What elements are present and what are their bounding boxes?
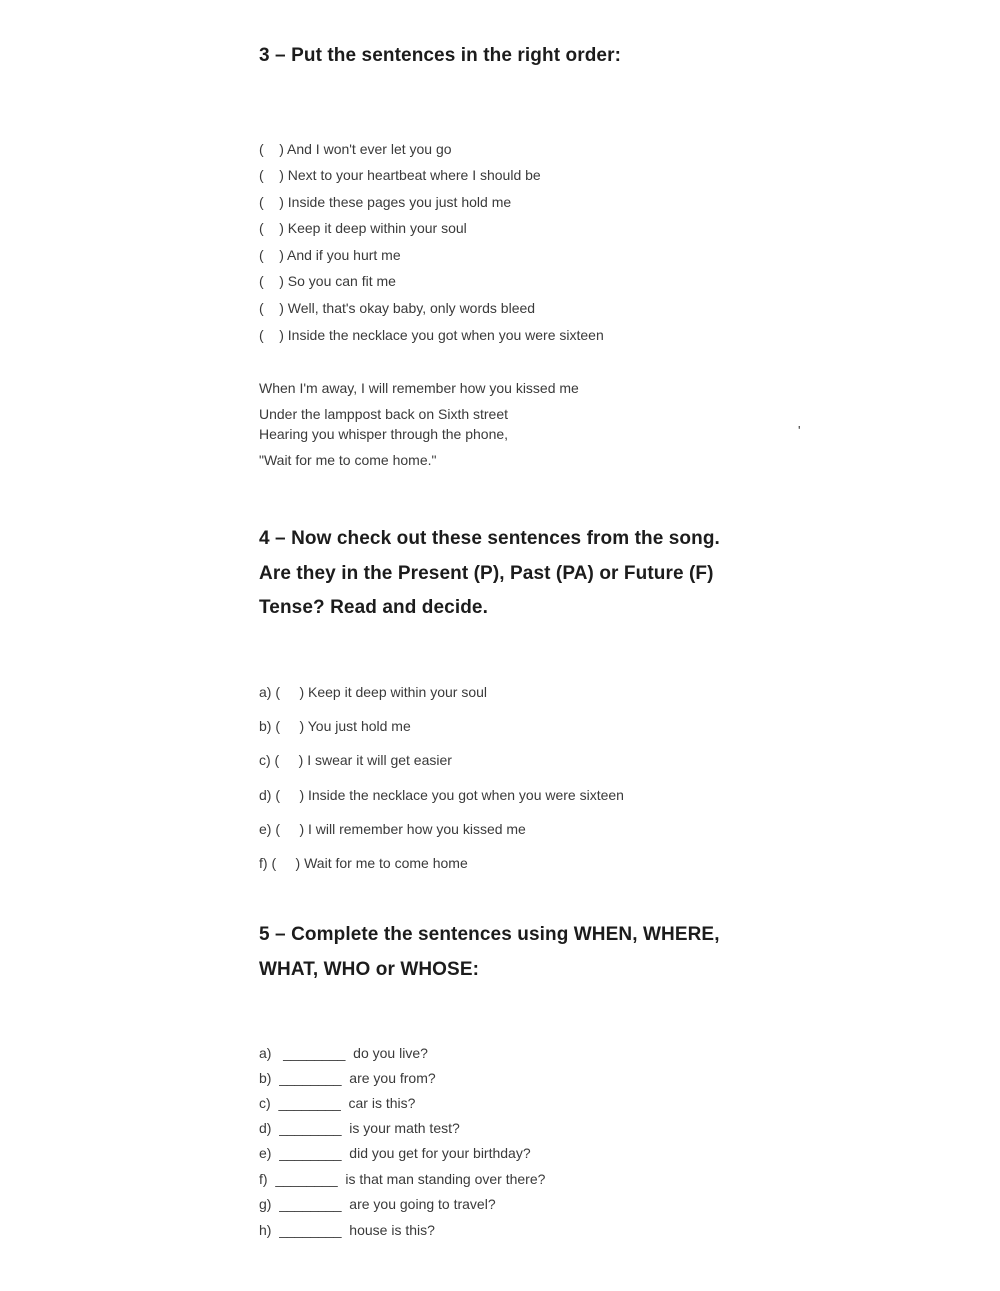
stray-mark: '	[798, 423, 801, 438]
order-line-2: ( ) Next to your heartbeat where I should be	[259, 167, 541, 183]
tense-item-f: f) ( ) Wait for me to come home	[259, 855, 468, 871]
section-5-title-line-1: 5 – Complete the sentences using WHEN, WHERE,	[259, 924, 720, 945]
wh-item-a: a) ________ do you live?	[259, 1045, 428, 1061]
section-5-title-line-2: WHAT, WHO or WHOSE:	[259, 959, 480, 980]
verse-line-4: "Wait for me to come home."	[259, 452, 437, 468]
tense-item-c: c) ( ) I swear it will get easier	[259, 752, 452, 768]
wh-item-c: c) ________ car is this?	[259, 1095, 416, 1111]
section-3-title: 3 – Put the sentences in the right order:	[259, 45, 622, 66]
section-4-title-line-3: Tense? Read and decide.	[259, 597, 488, 618]
tense-item-d: d) ( ) Inside the necklace you got when you were sixteen	[259, 787, 624, 803]
wh-item-d: d) ________ is your math test?	[259, 1120, 460, 1136]
tense-item-b: b) ( ) You just hold me	[259, 718, 411, 734]
verse-line-1: When I'm away, I will remember how you kissed me	[259, 380, 579, 396]
wh-item-f: f) ________ is that man standing over there?	[259, 1171, 546, 1187]
section-4-title-line-1: 4 – Now check out these sentences from the song.	[259, 528, 720, 549]
order-line-5: ( ) And if you hurt me	[259, 247, 401, 263]
order-line-7: ( ) Well, that's okay baby, only words bleed	[259, 300, 536, 316]
verse-line-3: Hearing you whisper through the phone,	[259, 426, 509, 442]
tense-item-a: a) ( ) Keep it deep within your soul	[259, 684, 487, 700]
wh-item-h: h) ________ house is this?	[259, 1222, 435, 1238]
order-line-1: ( ) And I won't ever let you go	[259, 141, 452, 157]
tense-item-e: e) ( ) I will remember how you kissed me	[259, 821, 526, 837]
wh-item-b: b) ________ are you from?	[259, 1070, 436, 1086]
wh-item-e: e) ________ did you get for your birthday?	[259, 1145, 531, 1161]
order-line-3: ( ) Inside these pages you just hold me	[259, 194, 512, 210]
wh-item-g: g) ________ are you going to travel?	[259, 1196, 496, 1212]
section-4-title-line-2: Are they in the Present (P), Past (PA) or Future (F)	[259, 563, 714, 584]
order-line-6: ( ) So you can fit me	[259, 273, 396, 289]
order-line-4: ( ) Keep it deep within your soul	[259, 220, 467, 236]
order-line-8: ( ) Inside the necklace you got when you were sixteen	[259, 327, 604, 343]
verse-line-2: Under the lamppost back on Sixth street	[259, 406, 509, 422]
